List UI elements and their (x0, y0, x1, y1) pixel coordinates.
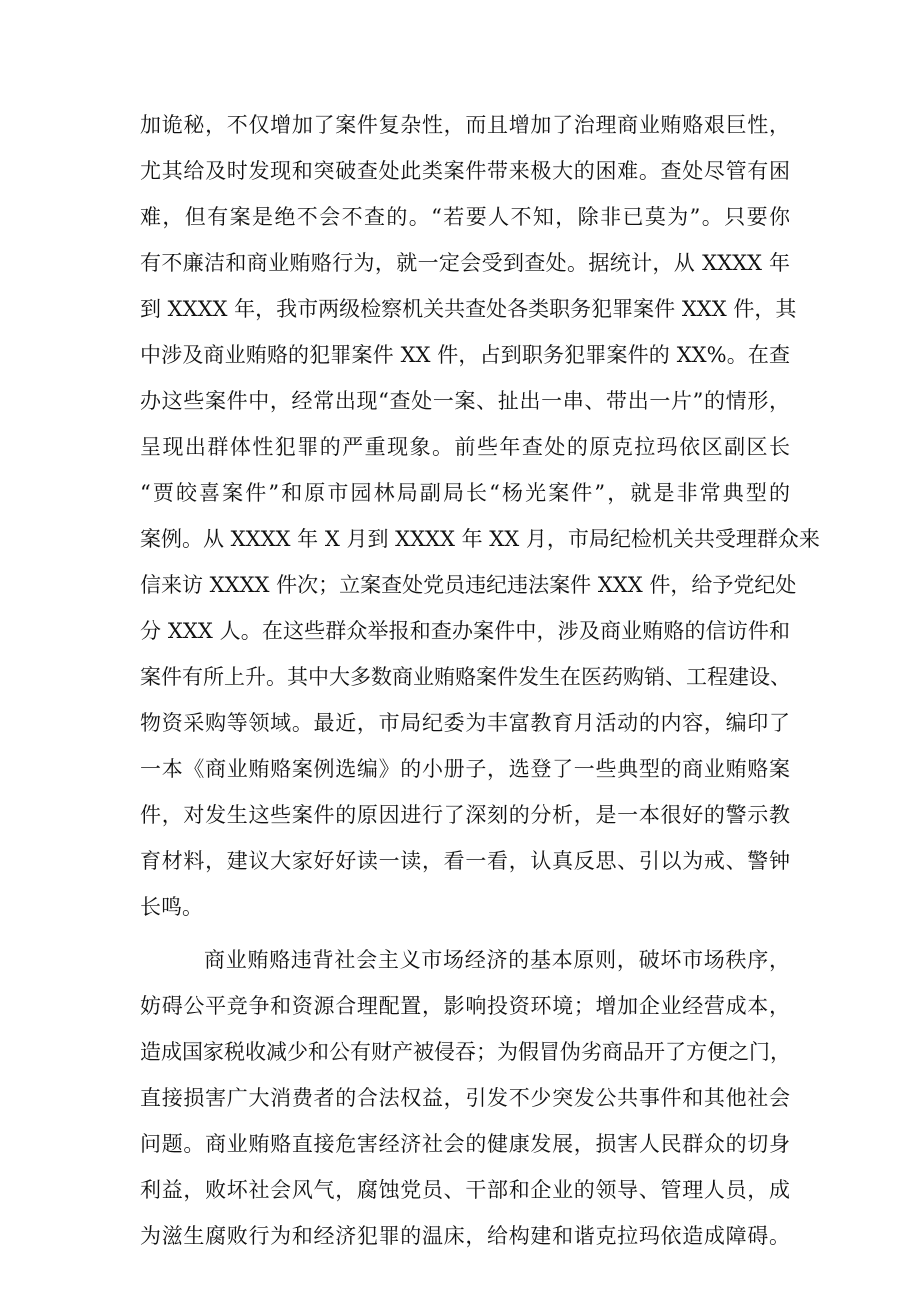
text-line: 直接损害广大消费者的合法权益，引发不少突发公共事件和其他社会 (140, 1086, 790, 1110)
text-line: 有不廉洁和商业贿赂行为，就一定会受到查处。据统计，从 XXXX 年 (140, 251, 790, 275)
text-line: 到 XXXX 年，我市两级检察机关共查处各类职务犯罪案件 XXX 件，其 (140, 297, 797, 321)
text-line: 加诡秘，不仅增加了案件复杂性，而且增加了治理商业贿赂艰巨性， (140, 113, 790, 137)
text-line: 一本《商业贿赂案例选编》的小册子，选登了一些典型的商业贿赂案 (140, 757, 790, 781)
text-line: 妨碍公平竞争和资源合理配置，影响投资环境；增加企业经营成本， (140, 994, 790, 1018)
text-line: 分 XXX 人。在这些群众举报和查办案件中，涉及商业贿赂的信访件和 (140, 619, 790, 643)
text-line: 为滋生腐败行为和经济犯罪的温床，给构建和谐克拉玛依造成障碍。 (140, 1224, 790, 1248)
paragraph-2 (140, 937, 790, 1259)
text-line: 难，但有案是绝不会不查的。“若要人不知，除非已莫为”。只要你 (140, 205, 790, 229)
text-line: “贾皎喜案件”和原市园林局副局长“杨光案件”，就是非常典型的 (140, 481, 790, 505)
paragraph-spacer (140, 930, 790, 937)
text-line: 长鸣。 (140, 895, 203, 919)
text-line: 中涉及商业贿赂的犯罪案件 XX 件，占到职务犯罪案件的 XX%。在查 (140, 343, 790, 367)
text-line: 办这些案件中，经常出现“查处一案、扯出一串、带出一片”的情形， (140, 389, 790, 413)
text-line: 造成国家税收减少和公有财产被侵吞；为假冒伪劣商品开了方便之门， (140, 1040, 791, 1064)
text-line: 物资采购等领域。最近，市局纪委为丰富教育月活动的内容，编印了 (140, 711, 790, 735)
text-line: 尤其给及时发现和突破查处此类案件带来极大的困难。查处尽管有困 (140, 159, 790, 183)
text-line: 商业贿赂违背社会主义市场经济的基本原则，破坏市场秩序， (204, 948, 790, 972)
text-line: 件，对发生这些案件的原因进行了深刻的分析，是一本很好的警示教 (140, 803, 790, 827)
text-line: 信来访 XXXX 件次；立案查处党员违纪违法案件 XXX 件，给予党纪处 (140, 573, 797, 597)
paragraph-1 (140, 102, 820, 930)
document-page (140, 102, 820, 1259)
text-line: 问题。商业贿赂直接危害经济社会的健康发展，损害人民群众的切身 (140, 1132, 790, 1156)
text-line: 案例。从 XXXX 年 X 月到 XXXX 年 XX 月，市局纪检机关共受理群众来 (140, 527, 820, 551)
text-line: 案件有所上升。其中大多数商业贿赂案件发生在医药购销、工程建设、 (140, 665, 791, 689)
text-line: 呈现出群体性犯罪的严重现象。前些年查处的原克拉玛依区副区长 (140, 435, 790, 459)
text-line: 利益，败坏社会风气，腐蚀党员、干部和企业的领导、管理人员，成 (140, 1178, 790, 1202)
text-line: 育材料，建议大家好好读一读，看一看，认真反思、引以为戒、警钟 (140, 849, 790, 873)
